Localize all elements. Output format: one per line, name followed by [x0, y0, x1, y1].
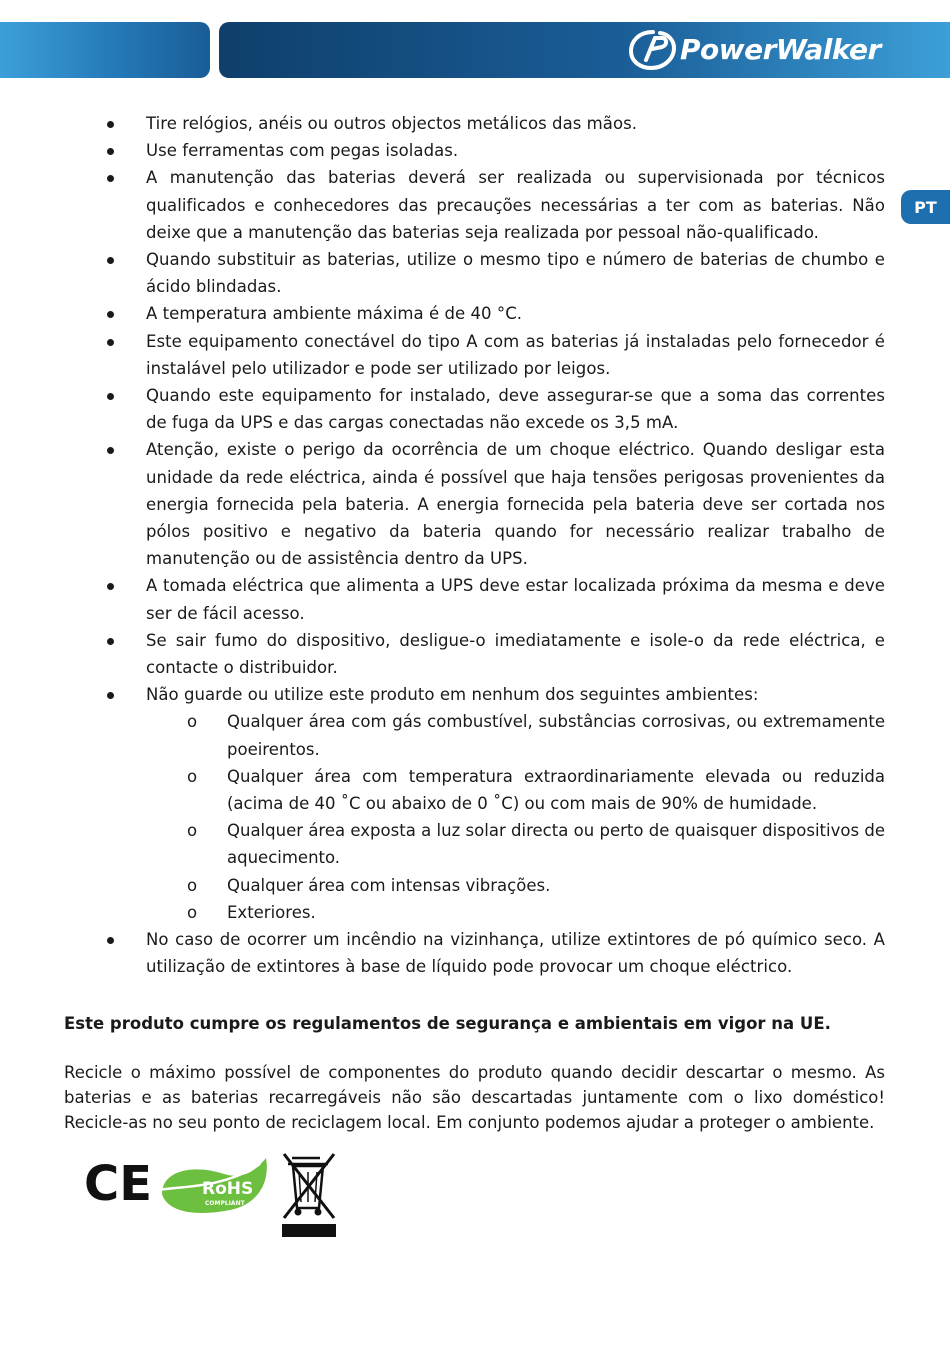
- list-item: Use ferramentas com pegas isoladas.: [0, 137, 950, 164]
- rohs-compliant-icon: [158, 1158, 267, 1213]
- sub-bullet-marker: o: [187, 712, 198, 732]
- bullet-icon: [107, 447, 114, 454]
- certification-logos: [84, 1150, 344, 1242]
- sub-bullet-marker: o: [187, 875, 198, 895]
- power-swirl-icon: [628, 28, 678, 72]
- list-item: Atenção, existe o perigo da ocorrência de um choque eléctrico. Quando desligar esta unidade da rede eléctrica, ainda é possível que haja tensões perigosas provenientes da energia fornecida pela bateria. A energia fornecida pela bateria deve ser cortada nos pólos positivo e negativo da bateria quando for necessário realizar trabalho de manutenção ou de assistência dentro da UPS.: [0, 436, 950, 572]
- list-item: A temperatura ambiente máxima é de 40 °C.: [0, 300, 950, 327]
- ce-mark-icon: [84, 1156, 152, 1212]
- sub-list-item: o Exteriores.: [0, 899, 950, 926]
- list-item: Se sair fumo do dispositivo, desligue-o imediatamente e isole-o da rede eléctrica, e contacte o distribuidor.: [0, 627, 950, 681]
- powerwalker-logo: [628, 28, 938, 72]
- page-header: [0, 22, 950, 80]
- rohs-text: RoHS: [202, 1179, 254, 1199]
- list-item: Tire relógios, anéis ou outros objectos metálicos das mãos.: [0, 110, 950, 137]
- safety-bullet-list: [0, 110, 950, 981]
- bullet-icon: [107, 339, 114, 346]
- brand-name: PowerWalker: [680, 33, 881, 66]
- list-item: Este equipamento conectável do tipo A com as baterias já instaladas pelo fornecedor é instalável pelo utilizador e pode ser utilizado por leigos.: [0, 328, 950, 382]
- list-item: A tomada eléctrica que alimenta a UPS deve estar localizada próxima da mesma e deve ser de fácil acesso.: [0, 572, 950, 626]
- bullet-icon: [107, 121, 114, 128]
- ce-mark-text: CE: [84, 1156, 153, 1212]
- bullet-icon: [107, 257, 114, 264]
- bullet-icon: [107, 692, 114, 699]
- list-item: A manutenção das baterias deverá ser realizada ou supervisionada por técnicos qualificados e conhecedores das precauções necessárias a ter com as baterias. Não deixe que a manutenção das baterias seja realizada por pessoal não-qualificado.: [0, 164, 950, 246]
- sub-bullet-marker: o: [187, 902, 198, 922]
- list-item: Não guarde ou utilize este produto em nenhum dos seguintes ambientes: o Qualquer área com gás combustível, substâncias corrosivas, ou extremamente poeirentos. o Qualquer área com temperatura extraordinariamente elevada ou reduzida (acima de 40 ˚C ou abaixo de 0 ˚C) ou com mais de 90% de humidade. o Qualquer área exposta a luz solar directa ou perto de quaisquer dispositivos de aquecimento. o Qualquer área com intensas vibrações. o Exteriores.: [0, 681, 950, 926]
- sub-list-item: o Qualquer área com intensas vibrações.: [0, 872, 950, 899]
- header-left-band: [0, 22, 210, 78]
- environment-sub-list: [0, 708, 950, 926]
- bullet-icon: [107, 393, 114, 400]
- language-tab: PT: [901, 190, 950, 224]
- sub-bullet-marker: o: [187, 766, 198, 786]
- sub-list-item: o Qualquer área exposta a luz solar directa ou perto de quaisquer dispositivos de aquecimento.: [0, 817, 950, 871]
- bullet-icon: [107, 148, 114, 155]
- sub-bullet-marker: o: [187, 821, 198, 841]
- compliance-statement: Este produto cumpre os regulamentos de segurança e ambientais em vigor na UE.: [64, 1014, 831, 1033]
- sub-list-item: o Qualquer área com gás combustível, substâncias corrosivas, ou extremamente poeirentos.: [0, 708, 950, 762]
- list-item: Quando este equipamento for instalado, deve assegurar-se que a soma das correntes de fuga da UPS e das cargas conectadas não excede os 3,5 mA.: [0, 382, 950, 436]
- bullet-icon: [107, 937, 114, 944]
- list-item: No caso de ocorrer um incêndio na vizinhança, utilize extintores de pó químico seco. A utilização de extintores à base de líquido pode provocar um choque eléctrico.: [0, 926, 950, 980]
- bullet-icon: [107, 638, 114, 645]
- recycling-paragraph: Recicle o máximo possível de componentes do produto quando decidir descartar o mesmo. As baterias e as baterias recarregáveis não são descartadas juntamente com o lixo doméstico! Recicle-as no seu ponto de reciclagem local. Em conjunto podemos ajudar a proteger o ambiente.: [64, 1063, 885, 1132]
- sub-list-item: o Qualquer área com temperatura extraordinariamente elevada ou reduzida (acima de 40 ˚C ou abaixo de 0 ˚C) ou com mais de 90% de humidade.: [0, 763, 950, 817]
- list-item: Quando substituir as baterias, utilize o mesmo tipo e número de baterias de chumbo e ácido blindadas.: [0, 246, 950, 300]
- bullet-icon: [107, 175, 114, 182]
- crossed-out-wheelie-bin-icon: [282, 1154, 336, 1237]
- bullet-icon: [107, 311, 114, 318]
- rohs-sub-text: COMPLIANT: [205, 1200, 245, 1207]
- bullet-icon: [107, 583, 114, 590]
